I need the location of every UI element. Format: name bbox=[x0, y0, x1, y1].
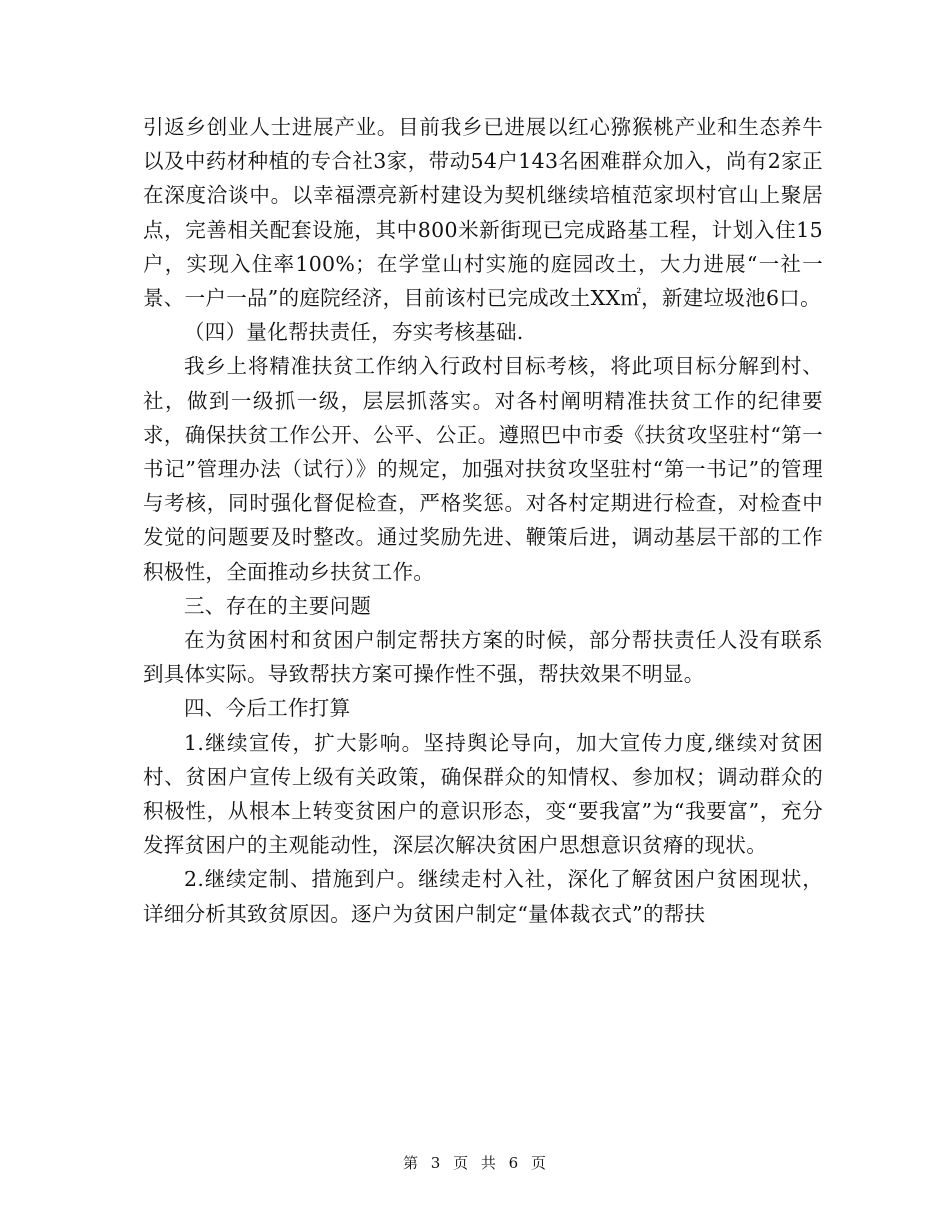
paragraph-continuation: 引返乡创业人士进展产业。目前我乡已进展以红心猕猴桃产业和生态养牛以及中药材种植的专合社3家，带动54户143名困难群众加入，尚有2家正在深度洽谈中。以幸福漂亮新村建设为契机继续培植范家坝村官山上聚居点，完善相关配套设施，其中800米新街现已完成路基工程，计划入住15户，实现入住率100%；在学堂山村实施的庭园改土，大力进展“一社一景、一户一品”的庭院经济，目前该村已完成改土XX㎡，新建垃圾池6口。 bbox=[143, 115, 823, 311]
page-number-footer: 第 3 页 共 6 页 bbox=[403, 1154, 547, 1172]
document-body bbox=[143, 110, 823, 931]
paragraph-problems: 在为贫困村和贫困户制定帮扶方案的时候，部分帮扶责任人没有联系到具体实际。导致帮扶方案可操作性不强，帮扶效果不明显。 bbox=[143, 628, 823, 687]
section-heading-plans: 四、今后工作打算 bbox=[184, 696, 351, 721]
section-heading-4: （四）量化帮扶责任，夯实考核基础. bbox=[184, 320, 524, 345]
section-heading-problems: 三、存在的主要问题 bbox=[184, 593, 372, 618]
paragraph-plan-1: 1.继续宣传，扩大影响。坚持舆论导向，加大宣传力度,继续对贫困村、贫困户宣传上级有关政策，确保群众的知情权、参加权；调动群众的积极性，从根本上转变贫困户的意识形态，变“要我富”为“我要富”，充分发挥贫困户的主观能动性，深层次解决贫困户思想意识贫瘠的现状。 bbox=[143, 730, 823, 858]
paragraph-assessment: 我乡上将精准扶贫工作纳入行政村目标考核，将此项目标分解到村、社，做到一级抓一级，层层抓落实。对各村阐明精准扶贫工作的纪律要求，确保扶贫工作公开、公平、公正。遵照巴中市委《扶贫攻坚驻村“第一书记”管理办法（试行）》的规定，加强对扶贫攻坚驻村“第一书记”的管理与考核，同时强化督促检查，严格奖惩。对各村定期进行检查，对检查中发觉的问题要及时整改。通过奖励先进、鞭策后进，调动基层干部的工作积极性，全面推动乡扶贫工作。 bbox=[143, 354, 823, 584]
paragraph-plan-2: 2.继续定制、措施到户。继续走村入社，深化了解贫困户贫困现状，详细分析其致贫原因。逐户为贫困户制定“量体裁衣式”的帮扶 bbox=[143, 867, 823, 926]
